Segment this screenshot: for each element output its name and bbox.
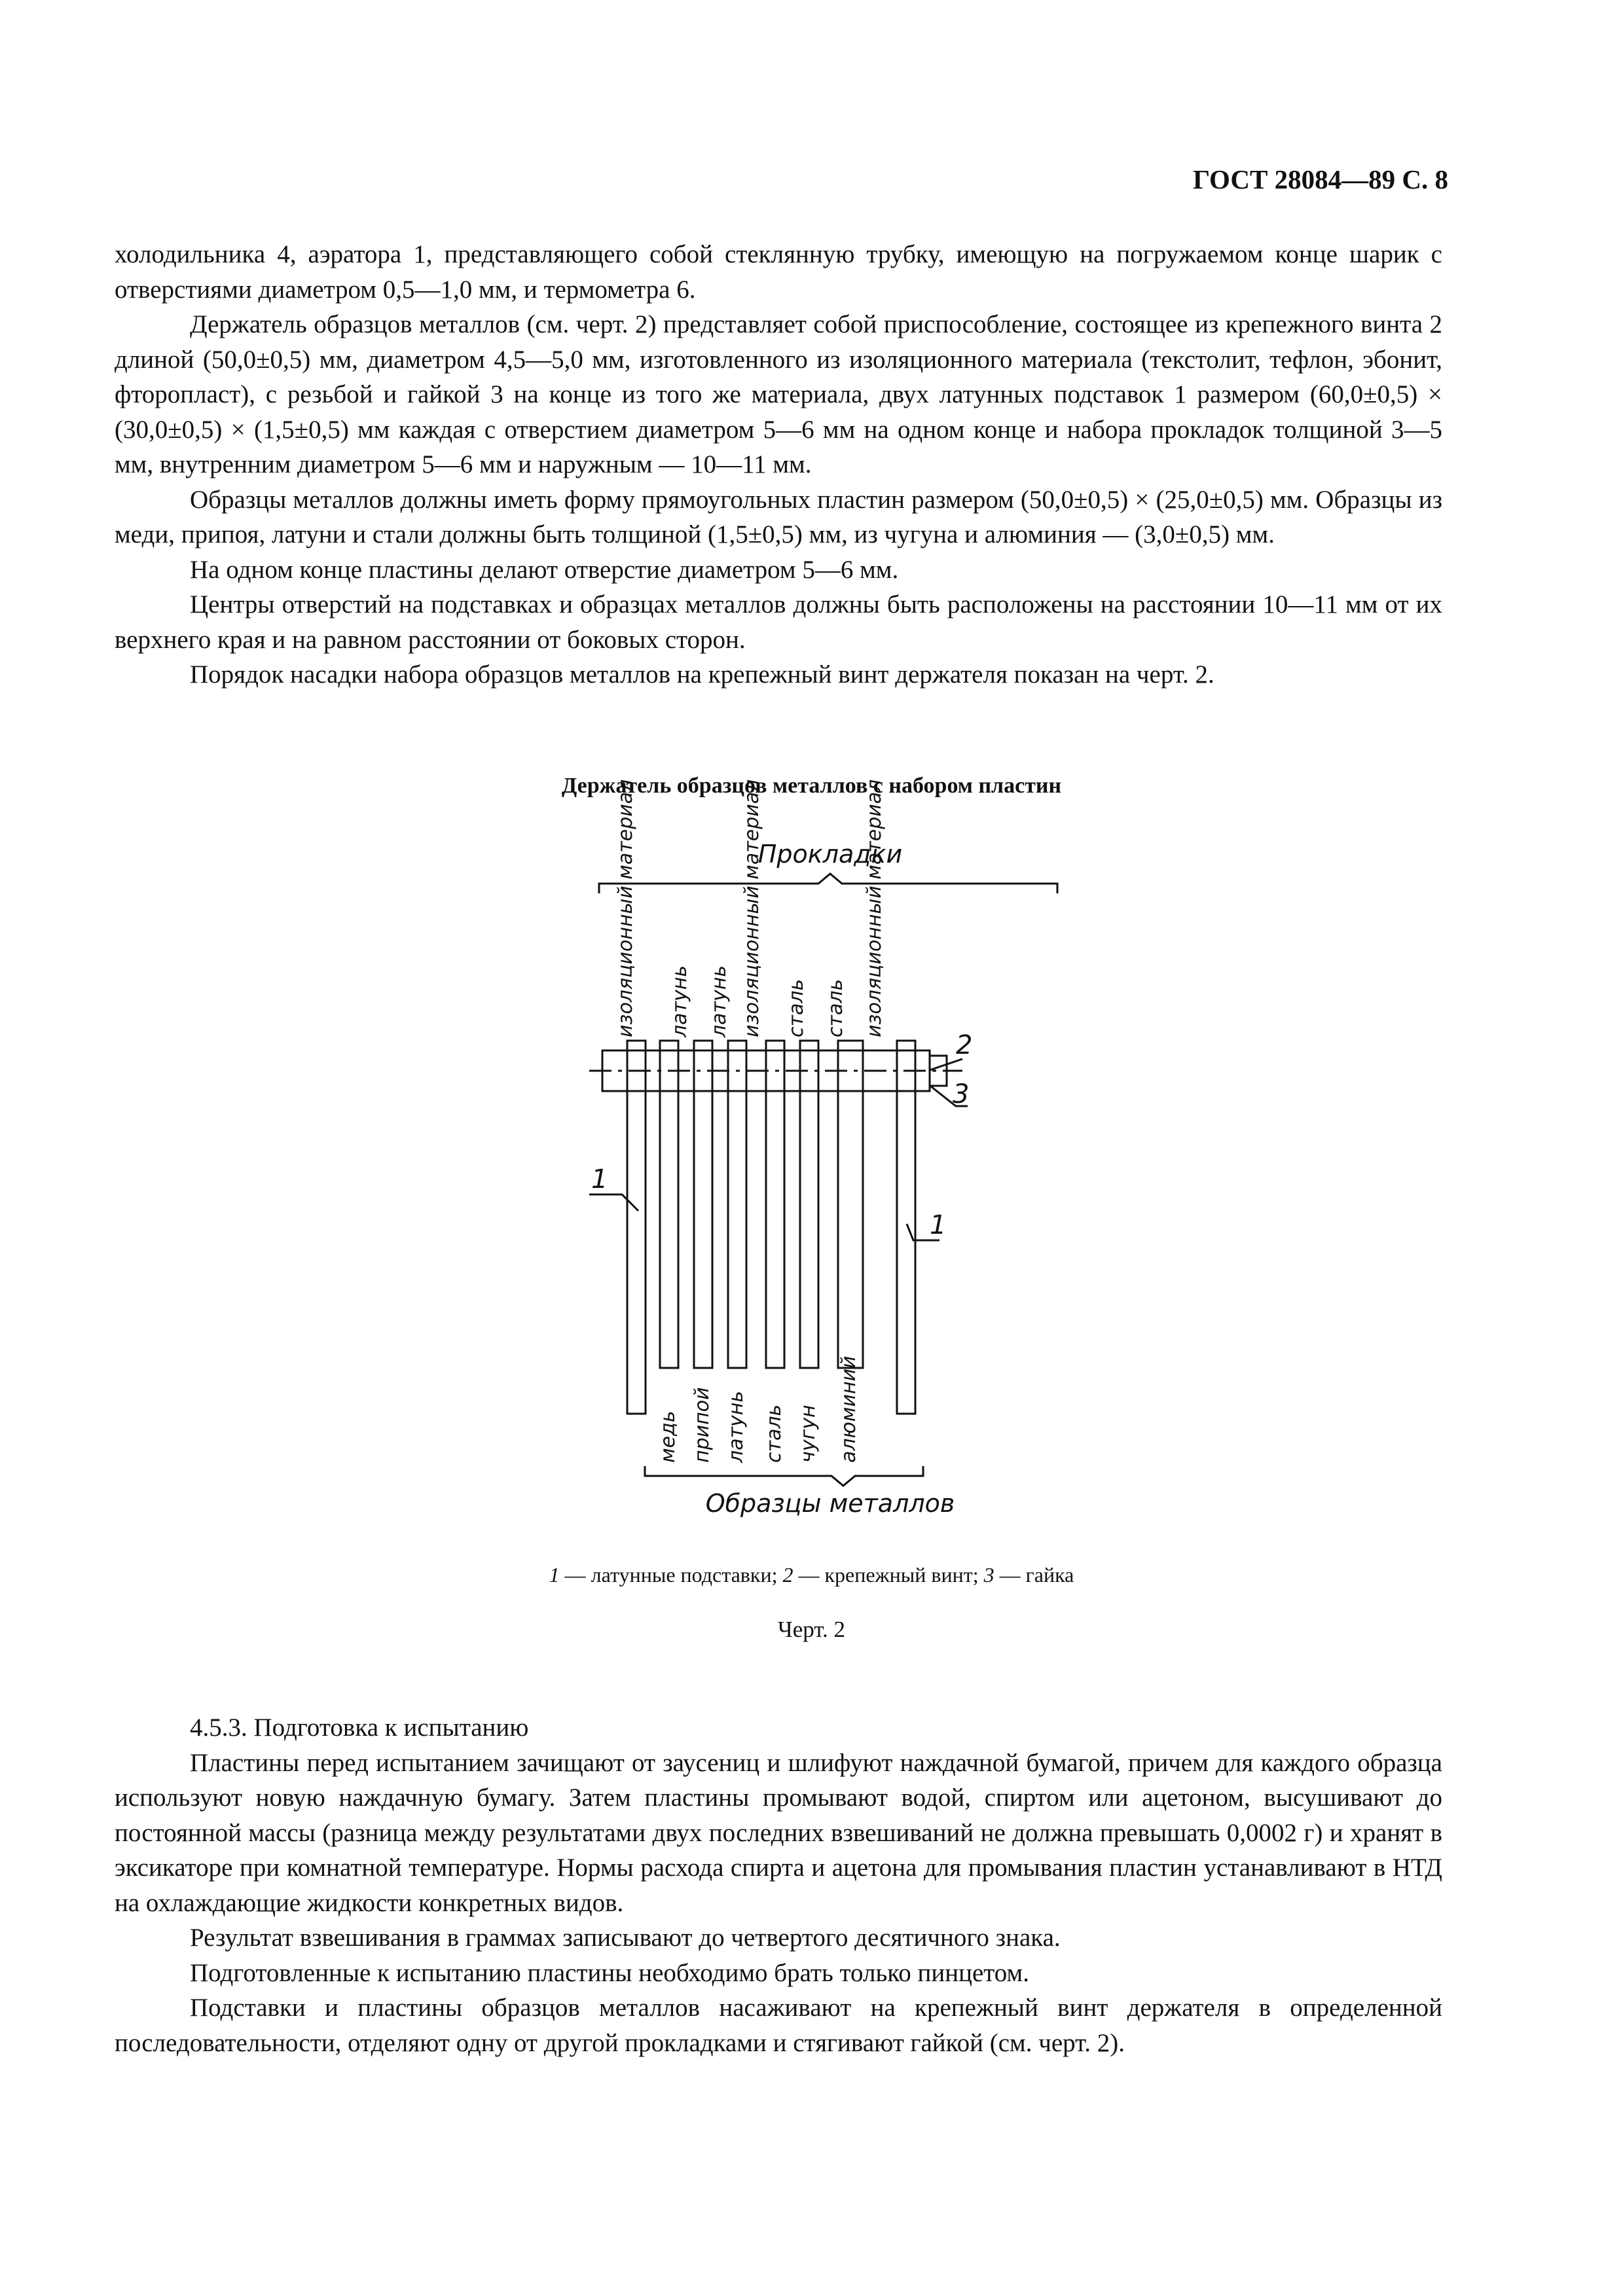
legend-number-3: 3 [983, 1563, 994, 1587]
callout-2: 2 [956, 1030, 973, 1060]
gasket-label-7: изоляционный материал [863, 779, 886, 1037]
sample-label-aluminium: алюминий [837, 1355, 860, 1463]
sample-label-cast-iron: чугун [797, 1405, 820, 1463]
plate-copper [660, 1041, 678, 1368]
paragraph: Подставки и пластины образцов металлов насаживают на крепежный винт держателя в определенной последовательности, отделяют одну от другой прокладками и стягивают гайкой (см. черт. 2). [115, 1994, 1442, 2057]
figure-caption: Черт. 2 [778, 1617, 845, 1642]
legend-text-2: — крепежный винт; [793, 1563, 984, 1587]
callout-1-left: 1 [591, 1164, 608, 1194]
bottom-brace-label: Образцы металлов [705, 1489, 955, 1518]
sample-label-steel: сталь [763, 1404, 786, 1463]
plate-cast-iron [800, 1041, 818, 1368]
gasket-label-1: изоляционный материал [614, 779, 637, 1037]
sample-label-solder: припой [691, 1387, 714, 1463]
plate-support-left [627, 1041, 646, 1414]
paragraph: Порядок насадки набора образцов металлов на крепежный винт держателя показан на черт. 2. [190, 660, 1214, 689]
section-heading: 4.5.3. Подготовка к испытанию [190, 1713, 529, 1742]
plate-solder [694, 1041, 712, 1368]
bottom-brace [645, 1466, 923, 1486]
sample-label-brass: латунь [725, 1390, 748, 1463]
callout-1-right: 1 [930, 1210, 947, 1240]
callout-3: 3 [953, 1079, 970, 1109]
legend-text-1: — латунные подставки; [559, 1563, 783, 1587]
callout-leader-1-left [589, 1194, 638, 1211]
paragraph: Образцы металлов должны иметь форму прямоугольных пластин размером (50,0±0,5) × (25,0±0,5) мм. Образцы из меди, припоя, латуни и стали должны быть толщиной (1,5±0,5) мм, из чугуна и алюминия — (3,0±0,5) мм. [115, 485, 1442, 548]
paragraph: холодильника 4, аэратора 1, представляющего собой стеклянную трубку, имеющую на погружаемом конце шарик с отверстиями диаметром 0,5—1,0 мм, и термометра 6. [115, 240, 1442, 304]
paragraph: На одном конце пластины делают отверстие диаметром 5—6 мм. [190, 555, 899, 584]
paragraph: Центры отверстий на подставках и образцах металлов должны быть расположены на расстоянии 10—11 мм от их верхнего края и на равном расстоянии от боковых сторон. [115, 590, 1442, 654]
paragraph: Держатель образцов металлов (см. черт. 2) представляет собой приспособление, состоящее из крепежного винта 2 длиной (50,0±0,5) мм, диаметром 4,5—5,0 мм, изготовленного из изоляционного материала (текстолит, тефлон, эбонит, фторопласт), с резьбой и гайкой 3 на конце из того же материала, двух латунных подставок 1 размером (60,0±0,5) × (30,0±0,5) × (1,5±0,5) мм каждая с отверстием диаметром 5—6 мм на одном конце и набора прокладок толщиной 3—5 мм, внутренним диаметром 5—6 мм и наружным — 10—11 мм. [115, 310, 1442, 478]
gasket-label-5: сталь [785, 978, 808, 1037]
plate-aluminium [838, 1041, 863, 1368]
sample-label-copper: медь [657, 1410, 680, 1463]
top-brace-label: Прокладки [757, 840, 903, 869]
gasket-label-6: сталь [824, 978, 847, 1037]
figure-legend [0, 1563, 1623, 1587]
plate-steel [766, 1041, 784, 1368]
plate-brass [728, 1041, 746, 1368]
figure-title: Держатель образцов металлов с набором пластин [561, 774, 1062, 798]
top-brace [599, 874, 1057, 893]
paragraph: Результат взвешивания в граммах записывают до четвертого десятичного знака. [190, 1924, 1061, 1952]
legend-text-3: — гайка [994, 1563, 1074, 1587]
plate-support-right [897, 1041, 915, 1414]
legend-number-1: 1 [549, 1563, 560, 1587]
paragraph: Подготовленные к испытанию пластины необходимо брать только пинцетом. [190, 1958, 1029, 1987]
paragraph: Пластины перед испытанием зачищают от заусениц и шлифуют наждачной бумагой, причем для каждого образца используют новую наждачную бумагу. Затем пластины промывают водой, спиртом или ацетоном, высушивают до постоянной массы (разница между результатами двух последних взвешиваний не должна превышать 0,0002 г) и хранят в эксикаторе при комнатной температуре. Нормы расхода спирта и ацетона для промывания пластин устанавливают в НТД на охлаждающие жидкости конкретных видов. [115, 1748, 1442, 1917]
body-text-bottom [115, 1710, 1442, 2060]
gasket-label-4: изоляционный материал [740, 779, 763, 1037]
gasket-label-3: латунь [708, 965, 731, 1037]
gasket-label-2: латунь [668, 965, 691, 1037]
page-header: ГОСТ 28084—89 С. 8 [1192, 164, 1448, 194]
legend-number-2: 2 [782, 1563, 793, 1587]
